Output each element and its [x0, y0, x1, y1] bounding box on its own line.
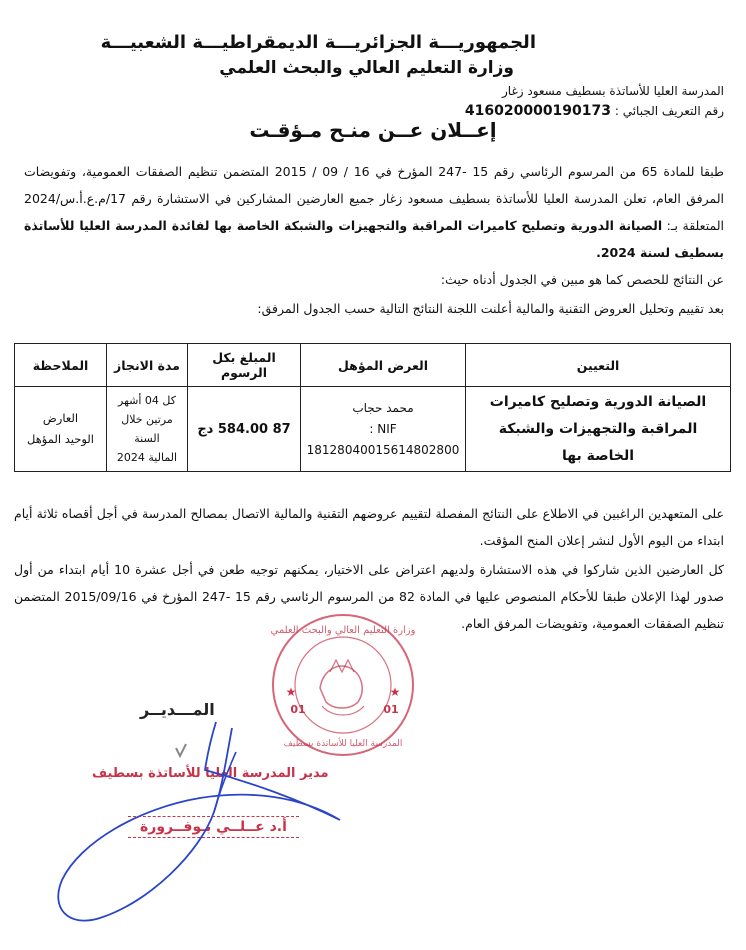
designation-line-2: المراقبة والتجهيزات والشبكة الخاصة بها	[498, 420, 698, 464]
seal-number-right: 01	[383, 703, 399, 716]
cell-amount: 87 584.00 دج	[188, 387, 301, 472]
seal-bottom-text: المدرسة العليا للأساتذة بسطيف	[283, 739, 403, 749]
remark-line-1: العارض	[42, 411, 79, 425]
consult-paragraph: على المتعهدين الراغبين في الاطلاع على النتائج المفصلة لتقييم عروضهم التقنية والمالية الاتصال بمصالح المدرسة في أجل أقصاه ثلاثة أيام ابتداء من اليوم الأول لنشر إعلان المنح المؤقت.	[14, 506, 724, 548]
ministry-heading: وزارة التعليم العالي والبحث العلمي	[219, 58, 514, 78]
cell-remark	[15, 387, 107, 472]
remark-line-2: الوحيد المؤهل	[27, 432, 94, 446]
intro-subject: الصيانة الدورية وتصليح كاميرات المراقبة والتجهيزات والشبكة الخاصة بها لفائدة المدرسة العليا للأساتذة بسطيف لسنة 2024.	[24, 218, 724, 260]
intro-text: طبقا للمادة 65 من المرسوم الرئاسي رقم 15 -247 المؤرخ في 16 / 09 / 2015 المتضمن تنظيم الصفقات العمومية، وتفويضات المرفق العام، تعلن المدرسة العليا للأساتذة بسطيف مسعود زغار جميع العارضين المشاركين في الاستشارة رقم 17/م.ع.أ.س/2024 المتعلقة بـ:	[24, 164, 725, 233]
evaluation-line: بعد تقييم وتحليل العروض التقنية والمالية أعلنت اللجنة النتائج التالية حسب الجدول المرفق:	[257, 301, 724, 316]
intro-paragraph	[24, 158, 724, 266]
duration-line-2: مرتين خلال السنة	[121, 413, 173, 445]
duration-line-1: كل 04 أشهر	[118, 394, 176, 407]
seal-star-left: ★	[285, 685, 297, 699]
table-header-row	[15, 344, 731, 387]
cell-duration	[107, 387, 188, 472]
header-designation: التعيين	[466, 344, 731, 387]
duration-line-3: المالية 2024	[116, 451, 178, 464]
seal-star-right: ★	[389, 685, 401, 699]
official-seal	[258, 610, 428, 760]
republic-heading: الجمهوريـــة الجزائريـــة الديمقراطيـــة الشعبيـــة	[100, 32, 536, 53]
cell-bidder	[301, 387, 466, 472]
table-row	[15, 387, 731, 472]
appeal-paragraph: كل العارضين الذين شاركوا في هذه الاستشارة ولديهم اعتراض على الاختيار، يمكنهم توجيه طعن في أجل عشرة 10 أيام ابتداء من أول صدور لهذا الإعلان طبقا للأحكام المنصوص عليها في المادة 82 من المرسوم الرئاسي رقم 15 -247 المؤرخ في 2015/09/16 المتضمن تنظيم الصفقات العمومية، وتفويضات المرفق العام.	[14, 562, 725, 631]
bidder-nif: 18128040015614802800	[306, 442, 460, 457]
director-stamp-title: مدير المدرسة العليا للأساتذة بسطيف	[92, 766, 329, 781]
seal-number-left: 01	[290, 703, 306, 716]
header-duration: مدة الانجاز	[107, 344, 188, 387]
school-name: المدرسة العليا للأساتذة بسطيف مسعود زغار	[502, 84, 724, 98]
director-stamp-name: أ.د عــلــي بـوفــرورة	[128, 816, 299, 838]
cell-designation	[466, 387, 731, 472]
designation-line-1: الصيانة الدورية وتصليح كاميرات	[489, 393, 707, 410]
header-bidder: العرض المؤهل	[301, 344, 466, 387]
bidder-nif-label: NIF :	[369, 421, 397, 436]
results-table	[14, 343, 731, 472]
tax-id-value: 416020000190173	[464, 103, 612, 119]
bidder-name: محمد حجاب	[352, 400, 414, 415]
results-intro-line: عن النتائج للحصص كما هو مبين في الجدول أدناه حيث:	[440, 272, 724, 287]
header-amount: المبلغ بكل الرسوم	[188, 344, 301, 387]
page-title: إعــلان عــن منـح مـؤقـت	[249, 118, 497, 142]
header-remark: الملاحظة	[15, 344, 107, 387]
director-label: المـــديــر	[140, 700, 215, 719]
tax-id-label: رقم التعريف الجبائي :	[614, 104, 724, 118]
seal-top-text: وزارة التعليم العالي والبحث العلمي	[270, 625, 416, 636]
tax-id-row	[465, 103, 724, 119]
